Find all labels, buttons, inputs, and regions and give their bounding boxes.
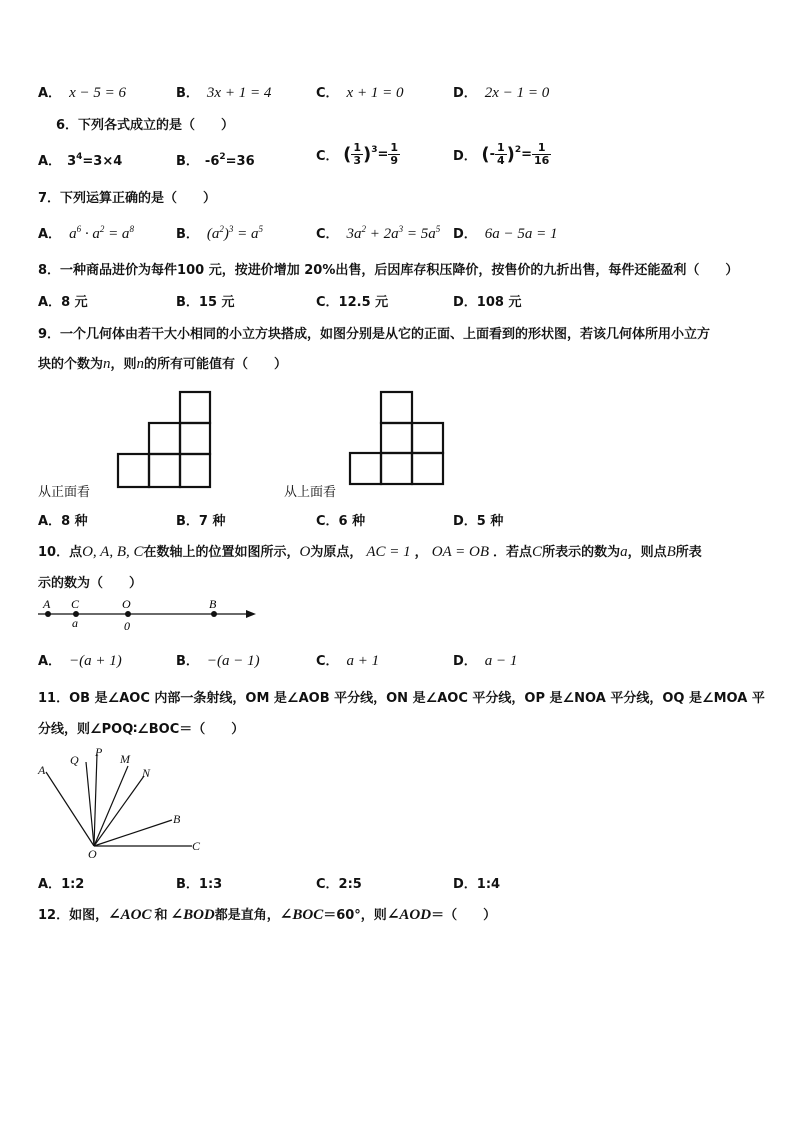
- label-zero: 0: [124, 619, 130, 633]
- q5-option-c-text: x + 1 = 0: [346, 85, 404, 101]
- q11-option-b: B．1:3: [176, 877, 223, 892]
- front-cube: [180, 454, 210, 487]
- q11-stem-line2: 分线，则∠POQ∶∠BOC＝（ ）: [38, 722, 245, 737]
- q9-option-c: C．6 种: [316, 514, 366, 529]
- q10-option-b: B． −(a − 1): [176, 653, 260, 669]
- q9-option-b: B．7 种: [176, 514, 226, 529]
- q7-option-c: C． $3a^2 + 2a^3 = 5a^5$: [316, 224, 441, 242]
- q6-option-b: B． $-6^2=36$: [176, 152, 255, 169]
- q6-stem: 6．下列各式成立的是（ ）: [56, 118, 235, 133]
- q11-option-a: A．1:2: [38, 877, 85, 892]
- q5-option-b: B． 3x + 1 = 4: [176, 85, 272, 101]
- label-c: C: [71, 597, 80, 611]
- ray-op: [94, 754, 97, 846]
- label-ray-b: B: [173, 812, 181, 826]
- q8-option-d: D．108 元: [453, 295, 522, 310]
- label-ray-c: C: [192, 839, 201, 853]
- q5-option-a-text: x − 5 = 6: [69, 85, 126, 101]
- front-cube: [149, 423, 180, 454]
- top-cube: [381, 453, 412, 484]
- top-view-figure: [344, 386, 454, 490]
- q11-stem-line1: 11．OB 是∠AOC 内部一条射线，OM 是∠AOB 平分线，ON 是∠AOC 平分线，OP 是∠NOA 平分线，OQ 是∠MOA 平: [38, 691, 765, 706]
- angle-rays-figure: [34, 742, 214, 864]
- top-cube: [412, 423, 443, 453]
- q5-option-a: A． x − 5 = 6: [38, 85, 126, 101]
- point-o: [125, 611, 131, 617]
- front-cube: [180, 423, 210, 454]
- point-b: [211, 611, 217, 617]
- front-view-label: 从正面看: [38, 485, 91, 500]
- front-cube: [149, 454, 180, 487]
- q10-option-d: D． a − 1: [453, 653, 518, 669]
- q11-option-c: C．2:5: [316, 877, 362, 892]
- q12-stem: 12．如图，∠AOC 和 ∠BOD都是直角，∠BOC＝60°，则∠AOD＝（ ）: [38, 907, 497, 923]
- label-b: B: [209, 597, 217, 611]
- number-line-arrow: [246, 610, 256, 618]
- top-cube: [381, 423, 412, 453]
- q11-option-d: D．1:4: [453, 877, 501, 892]
- front-cube: [118, 454, 149, 487]
- q7-option-b: B． $(a^2)^3 = a^5$: [176, 224, 264, 242]
- top-cube: [381, 392, 412, 423]
- q8-option-b: B．15 元: [176, 295, 235, 310]
- q8-stem: 8．一种商品进价为每件100 元，按进价增加 20%出售，后因库存积压降价，按售价的九折出售，每件还能盈利（ ）: [38, 263, 739, 278]
- q7-option-a: A． $a^6 \cdot a^2 = a^8$: [38, 224, 134, 242]
- ray-oq: [86, 762, 94, 846]
- q5-option-b-text: 3x + 1 = 4: [206, 85, 272, 101]
- label-ray-a: A: [38, 763, 46, 777]
- q7-option-d: D． 6a − 5a = 1: [453, 226, 558, 242]
- label-ray-m: M: [120, 752, 130, 766]
- q8-option-a: A．8 元: [38, 295, 88, 310]
- front-view-figure: [110, 388, 220, 492]
- q9-stem-line1: 9．一个几何体由若干大小相同的小立方块搭成，如图分别是从它的正面、上面看到的形状图，若该几何体所用小立方: [38, 327, 711, 342]
- q10-option-a: A． −(a + 1): [38, 653, 122, 669]
- ray-ob: [94, 820, 172, 846]
- number-line-figure: [34, 596, 264, 636]
- top-cube: [412, 453, 443, 484]
- q7-stem: 7．下列运算正确的是（ ）: [38, 191, 217, 206]
- label-ray-o: O: [88, 847, 97, 861]
- q5-option-d-text: 2x − 1 = 0: [484, 85, 550, 101]
- q10-option-c: C． a + 1: [316, 653, 380, 669]
- label-o: O: [122, 597, 131, 611]
- top-view-label: 从上面看: [284, 485, 337, 500]
- front-cube: [180, 392, 210, 423]
- label-ray-q: Q: [70, 753, 79, 767]
- label-ray-n: N: [142, 766, 151, 780]
- q5-option-c: C． x + 1 = 0: [316, 85, 404, 101]
- q10-stem-line2: 示的数为（ ）: [38, 576, 143, 591]
- top-cube: [350, 453, 381, 484]
- label-a: A: [43, 597, 51, 611]
- q6-option-d: D． (- $\frac{1}{4}$ )$^2$= $\frac{1}{16}$: [453, 141, 550, 167]
- q6-option-a: A． $3^4=3\times 4$: [38, 152, 123, 169]
- q8-option-c: C．12.5 元: [316, 295, 389, 310]
- q10-stem-line1: 10．点O, A, B, C在数轴上的位置如图所示，O为原点， AC = 1 ， OA = OB ．若点C所表示的数为a，则点B所表: [38, 544, 702, 560]
- label-ray-p: P: [95, 745, 103, 759]
- q9-option-d: D．5 种: [453, 514, 504, 529]
- q9-option-a: A．8 种: [38, 514, 88, 529]
- q9-stem-line2: 块的个数为n，则n的所有可能值有（ ）: [38, 356, 288, 372]
- q5-option-d: D． 2x − 1 = 0: [453, 85, 550, 101]
- ray-oa: [46, 772, 94, 846]
- q6-option-c: C． ( $\frac{1}{3}$ )$^3$= $\frac{1}{9}$: [316, 141, 399, 167]
- label-a-value: a: [72, 616, 78, 630]
- point-a: [45, 611, 51, 617]
